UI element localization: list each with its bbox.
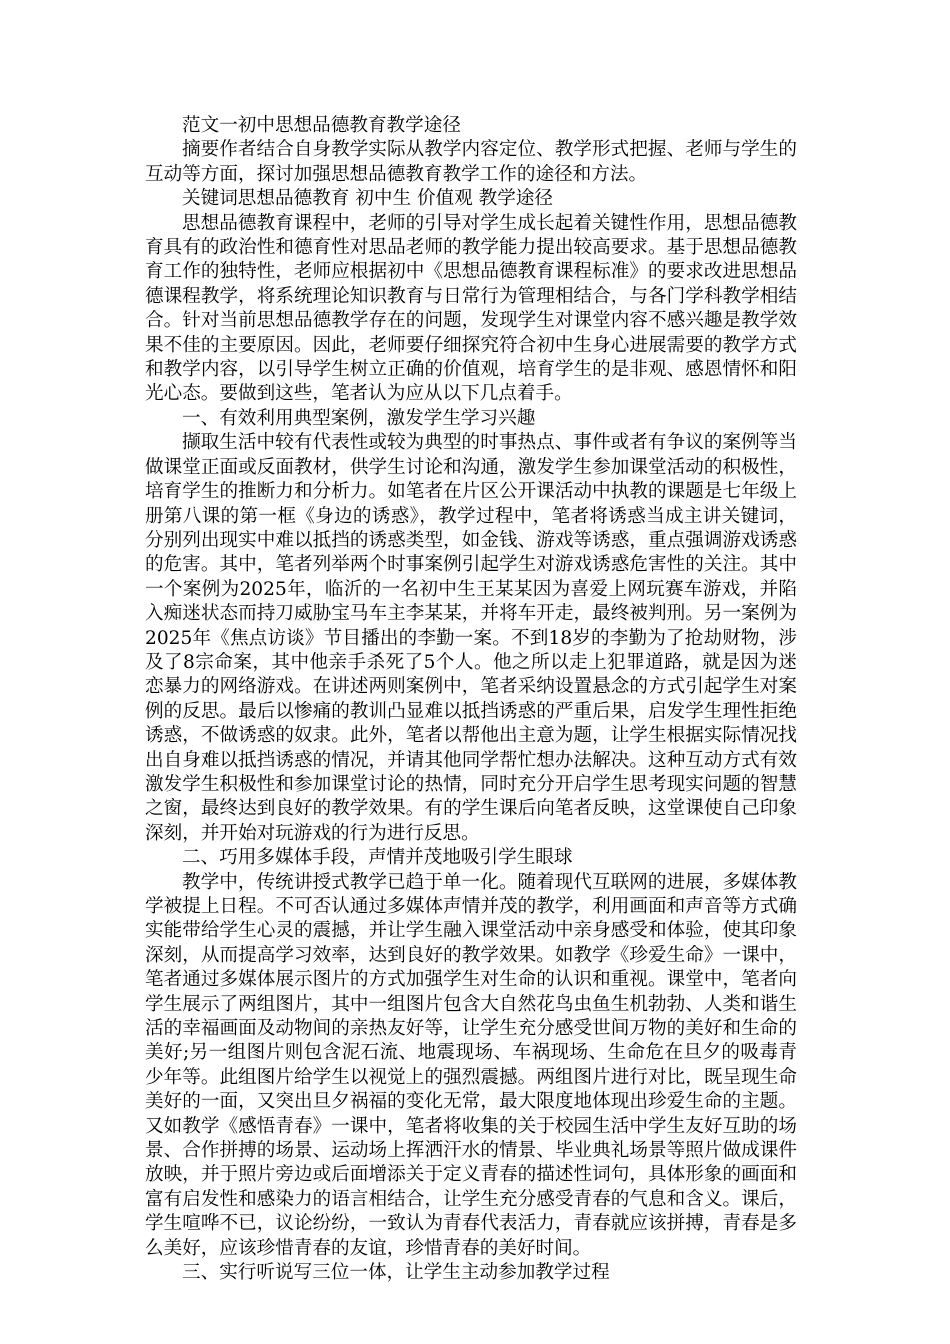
intro-paragraph: 思想品德教育课程中，老师的引导对学生成长起着关键性作用，思想品德教育具有的政治性和德育性对思品老师的教学能力提出较高要求。基于思想品德教育工作的独特性，老师应根据初中《思想品德教育课程标准》的要求改进思想品德课程教学，将系统理论知识教育与日常行为管理相结合，与各门学科教学相结合。针对当前思想品德教学存在的问题，发现学生对课堂内容不感兴趣是教学效果不佳的主要原因。因此，老师要仔细探究符合初中生身心进展需要的教学方式和教学内容，以引导学生树立正确的价值观，培育学生的是非观、感恩情怀和阳光心态。要做到这些，笔者认为应从以下几点着手。 <box>145 212 797 405</box>
section-body-1: 撷取生活中较有代表性或较为典型的时事热点、事件或者有争议的案例等当做课堂正面或反面教材，供学生讨论和沟通，激发学生参加课堂活动的积极性，培育学生的推断力和分析力。如笔者在片区公开课活动中执教的课题是七年级上册第八课的第一框《身边的诱惑》，教学过程中，笔者将诱惑当成主讲关键词，分别列出现实中难以抵挡的诱惑类型，如金钱、游戏等诱惑，重点强调游戏诱惑的危害。其中，笔者列举两个时事案例引起学生对游戏诱惑危害性的关注。其中一个案例为2025年，临沂的一名初中生王某某因为喜爱上网玩赛车游戏，并陷入痴迷状态而持刀威胁宝马车主李某某，并将车开走，最终被判刑。另一案例为2025年《焦点访谈》节目播出的李勤一案。不到18岁的李勤为了抢劫财物，涉及了8宗命案，其中他亲手杀死了5个人。他之所以走上犯罪道路，就是因为迷恋暴力的网络游戏。在讲述两则案例中，笔者采纳设置悬念的方式引起学生对案例的反思。最后以惨痛的教训凸显难以抵挡诱惑的严重后果，启发学生理性拒绝诱惑，不做诱惑的奴隶。此外，笔者以帮他出主意为题，让学生根据实际情况找出自身难以抵挡诱惑的情况，并请其他同学帮忙想办法解决。这种互动方式有效激发学生积极性和参加课堂讨论的热情，同时充分开启学生思考现实问题的智慧之窗，最终达到良好的教学效果。有的学生课后向笔者反映，这堂课使自己印象深刻，并开始对玩游戏的行为进行反思。 <box>145 432 797 844</box>
keywords-line: 关键词思想品德教育 初中生 价值观 教学途径 <box>182 188 554 210</box>
section-heading-1: 一、有效利用典型案例，激发学生学习兴趣 <box>182 407 536 429</box>
section-body-2: 教学中，传统讲授式教学已趋于单一化。随着现代互联网的进展，多媒体教学被提上日程。不可否认通过多媒体声情并茂的教学，利用画面和声音等方式确实能带给学生心灵的震撼，并让学生融入课堂活动中亲身感受和体验，使其印象深刻，从而提高学习效率，达到良好的教学效果。如教学《珍爱生命》一课中，笔者通过多媒体展示图片的方式加强学生对生命的认识和重视。课堂中，笔者向学生展示了两组图片，其中一组图片包含大自然花鸟虫鱼生机勃勃、人类和谐生活的幸福画面及动物间的亲热友好等，让学生充分感受世间万物的美好和生命的美好;另一组图片则包含泥石流、地震现场、车祸现场、生命危在旦夕的吸毒青少年等。此组图片给学生以视觉上的强烈震撼。两组图片进行对比，既呈现生命美好的一面，又突出旦夕祸福的变化无常，最大限度地体现出珍爱生命的主题。又如教学《感悟青春》一课中，笔者将收集的关于校园生活中学生友好互助的场景、合作拼搏的场景、运动场上挥洒汗水的情景、毕业典礼场景等照片做成课件放映，并于照片旁边或后面增添关于定义青春的描述性词句，具体形象的画面和富有启发性和感染力的语言相结合，让学生充分感受青春的气息和含义。课后，学生喧哗不已，议论纷纷，一致认为青春代表活力，青春就应该拼搏，青春是多么美好，应该珍惜青春的友谊，珍惜青春的美好时间。 <box>145 871 797 1259</box>
section-heading-3: 三、实行听说写三位一体，让学生主动参加教学过程 <box>182 1262 610 1284</box>
document-title: 范文一初中思想品德教育教学途径 <box>182 115 461 136</box>
document-page <box>145 114 797 1286</box>
section-heading-2: 二、巧用多媒体手段，声情并茂地吸引学生眼球 <box>182 847 573 869</box>
abstract-paragraph: 摘要作者结合自身教学实际从教学内容定位、教学形式把握、老师与学生的互动等方面，探讨加强思想品德教育教学工作的途径和方法。 <box>145 139 797 185</box>
